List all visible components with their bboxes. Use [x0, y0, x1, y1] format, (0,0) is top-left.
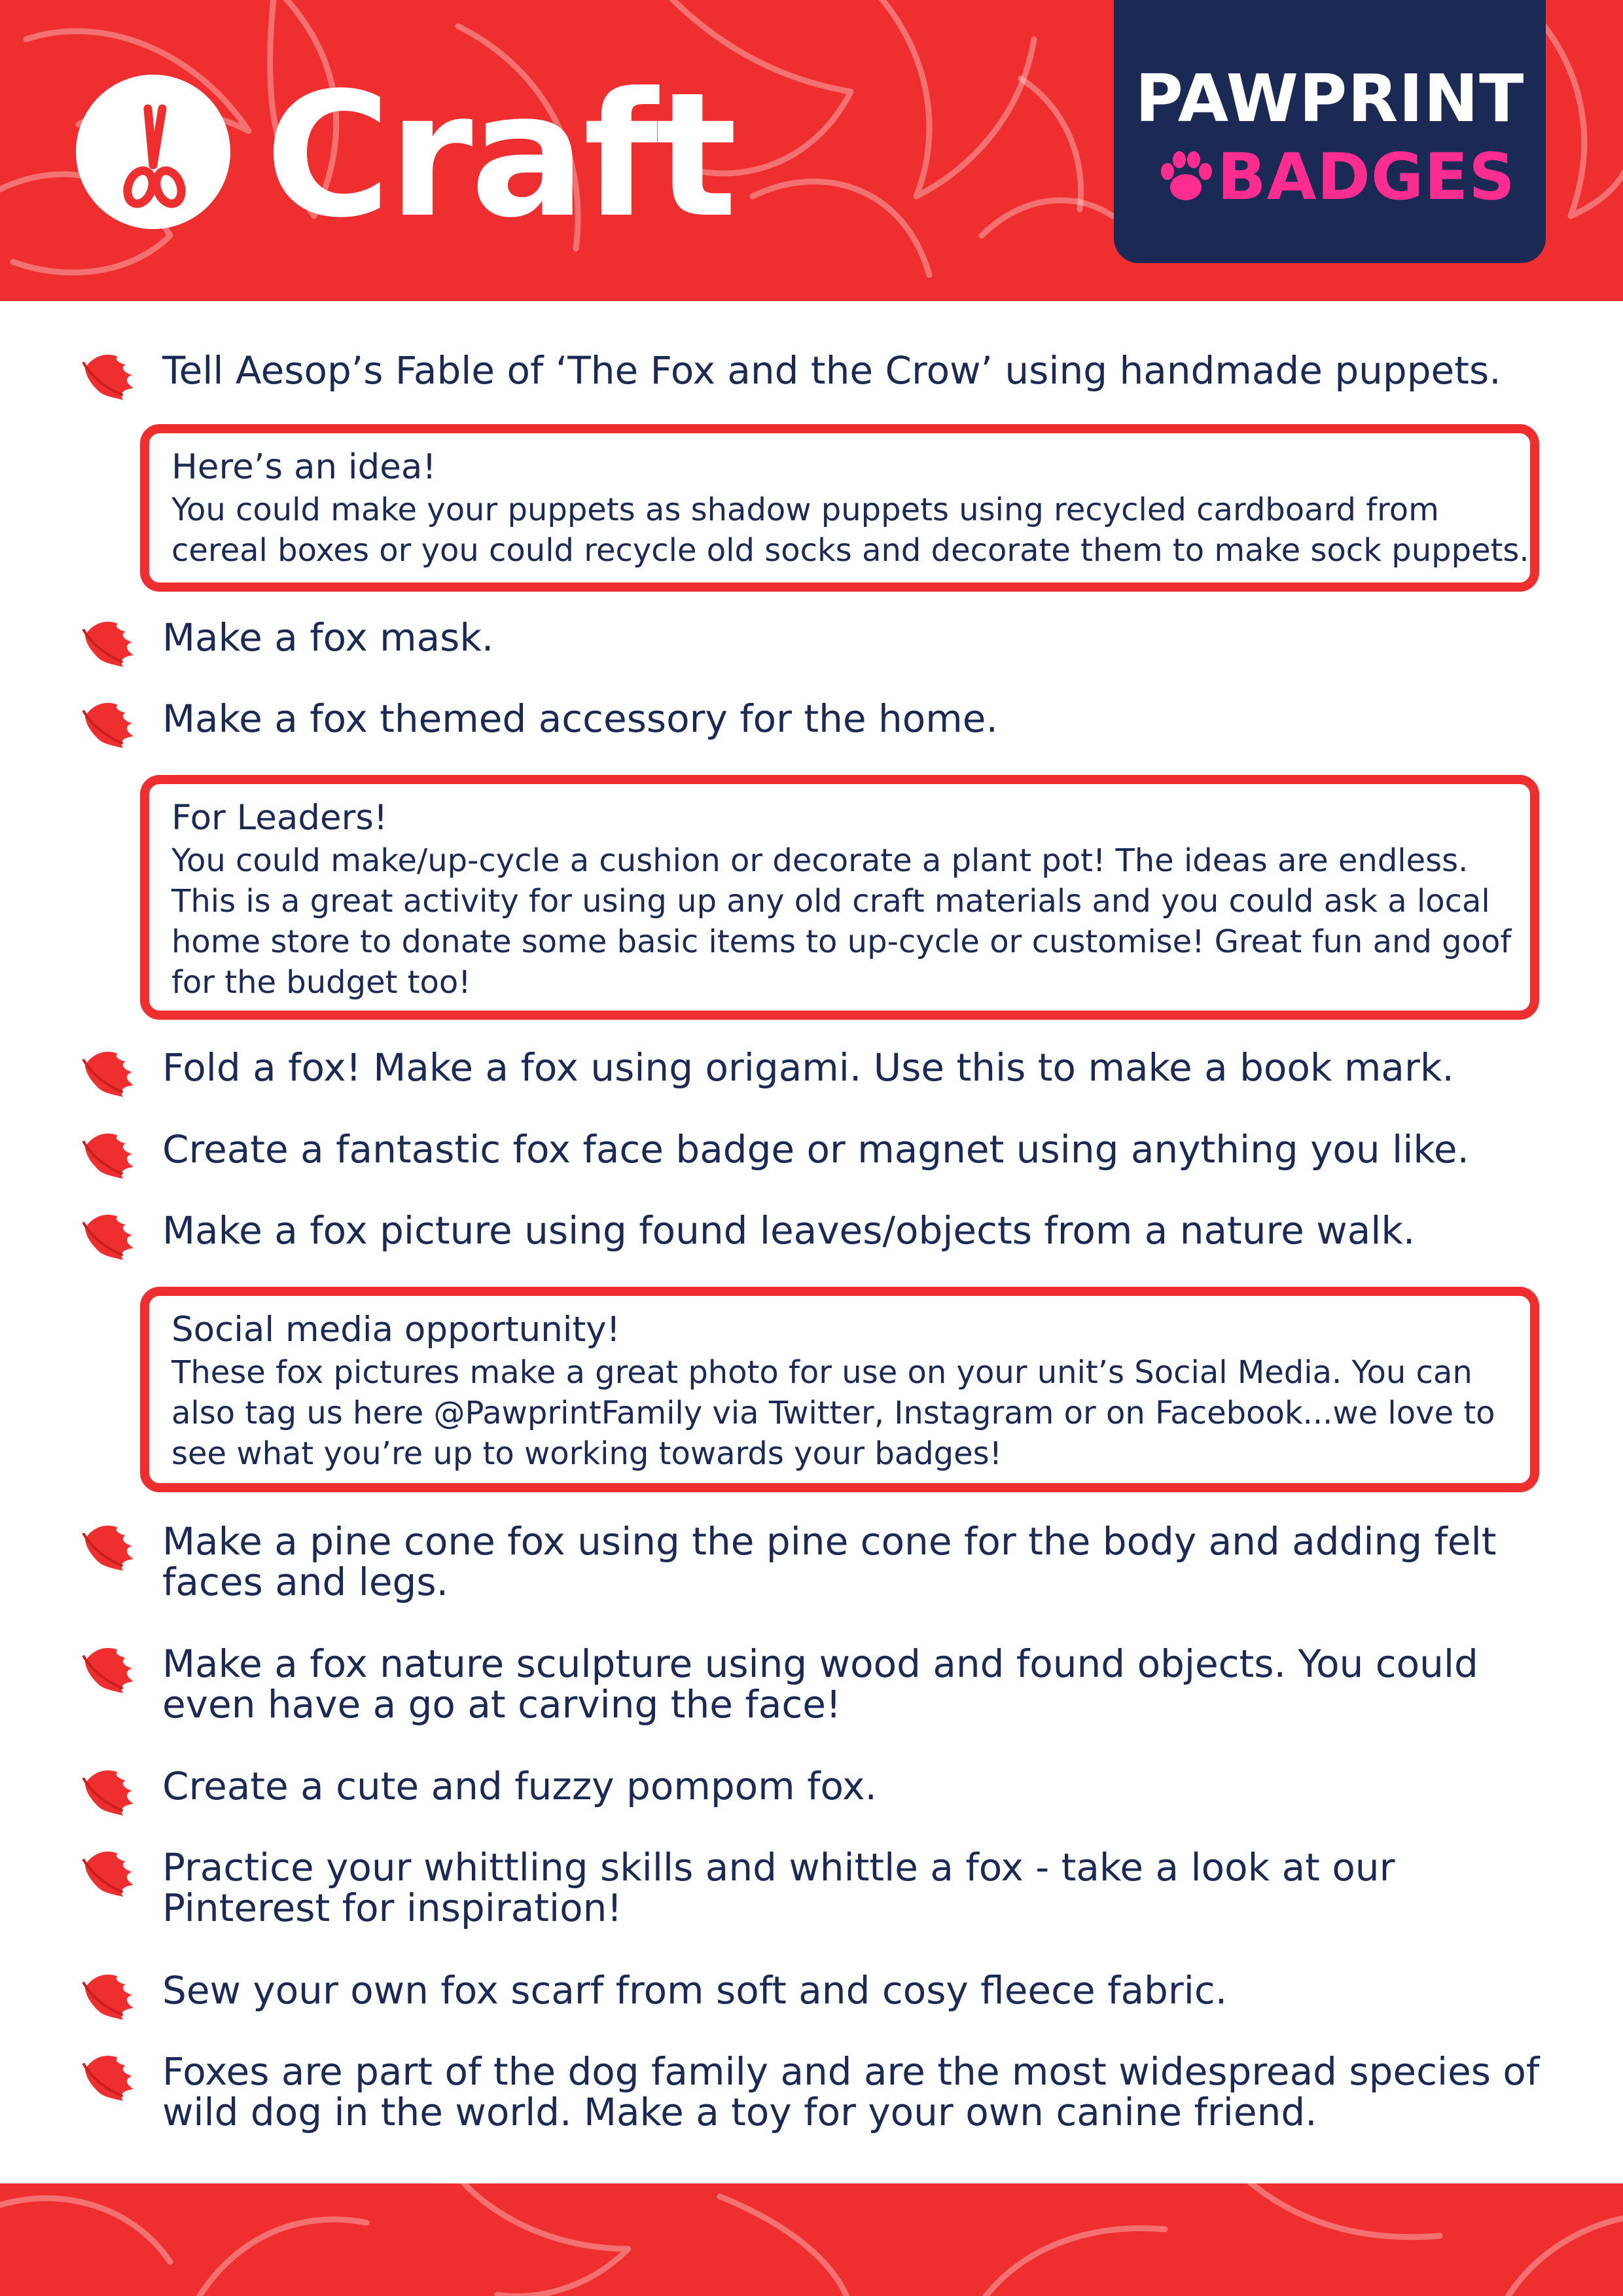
list-item-text: Foxes are part of the dog family and are the most widespread species of wild dog in the world. Make a toy for your own canine friend.: [162, 2049, 1540, 2134]
list-item-text: Make a pine cone fox using the pine cone for the body and adding felt faces and legs.: [162, 1519, 1497, 1604]
list-item-text: Tell Aesop’s Fable of ‘The Fox and the Crow’ using handmade puppets.: [162, 348, 1501, 393]
callout-title: Social media opportunity!: [171, 1310, 620, 1350]
footer-banner: [0, 2183, 1623, 2296]
callout-body: These fox pictures make a great photo for use on your unit’s Social Media. You can also tag us here @PawprintFamily via Twitter, Instagram or on Facebook...we love to see what you’re up to working towards your badges!: [171, 1354, 1495, 1472]
leaf-icon: [80, 1847, 139, 1899]
leaf-icon: [80, 1047, 139, 1100]
leaf-icon: [80, 2051, 139, 2104]
scissors-icon: [76, 75, 230, 229]
logo-wordmark-top: PAWPRINT: [1135, 60, 1525, 137]
leaf-pattern-decoration: [0, 2183, 1623, 2296]
pawprint-badges-logo: [1114, 0, 1546, 263]
list-item-text: Make a fox nature sculpture using wood and found objects. You could even have a go at carving the face!: [162, 1641, 1478, 1727]
callout-idea: [140, 424, 1539, 592]
list-item-text: Make a fox picture using found leaves/objects from a nature walk.: [162, 1208, 1416, 1253]
paw-icon: [1153, 145, 1216, 208]
leaf-icon: [80, 1766, 139, 1818]
leaf-icon: [80, 698, 139, 751]
list-item-text: Fold a fox! Make a fox using origami. Use this to make a book mark.: [162, 1045, 1454, 1090]
leaf-icon: [80, 1210, 139, 1263]
leaf-icon: [80, 1643, 139, 1696]
list-item-text: Create a cute and fuzzy pompom fox.: [162, 1764, 877, 1808]
callout-title: For Leaders!: [171, 798, 388, 838]
list-item-text: Practice your whittling skills and whittle a fox - take a look at our Pinterest for inspiration!: [162, 1845, 1395, 1930]
leaf-icon: [80, 1970, 139, 2022]
list-item-text: Create a fantastic fox face badge or magnet using anything you like.: [162, 1127, 1469, 1172]
logo-wordmark-bottom: BADGES: [1217, 140, 1516, 215]
callout-title: Here’s an idea!: [171, 447, 437, 487]
list-item-text: Make a fox mask.: [162, 615, 494, 660]
scissors-icon-badge: [76, 75, 230, 229]
list-item-text: Make a fox themed accessory for the home.: [162, 696, 998, 741]
callout-body: You could make your puppets as shadow puppets using recycled cardboard from cereal boxes or you could recycle old socks and decorate them to make sock puppets.: [171, 492, 1529, 569]
callout-leaders: [140, 775, 1539, 1020]
leaf-icon: [80, 617, 139, 670]
leaf-icon: [80, 350, 139, 403]
page-title: Craft: [265, 56, 735, 255]
leaf-icon: [80, 1521, 139, 1573]
leaf-icon: [80, 1129, 139, 1181]
list-item-text: Sew your own fox scarf from soft and cosy fleece fabric.: [162, 1968, 1228, 2013]
callout-body: You could make/up-cycle a cushion or decorate a plant pot! The ideas are endless. This is a great activity for using up any old craft materials and you could ask a local home store to donate some basic items to up-cycle or customise! Great fun and goof for the budget too!: [171, 842, 1512, 1001]
callout-social-media: [140, 1287, 1539, 1492]
header-banner: [0, 0, 1623, 301]
